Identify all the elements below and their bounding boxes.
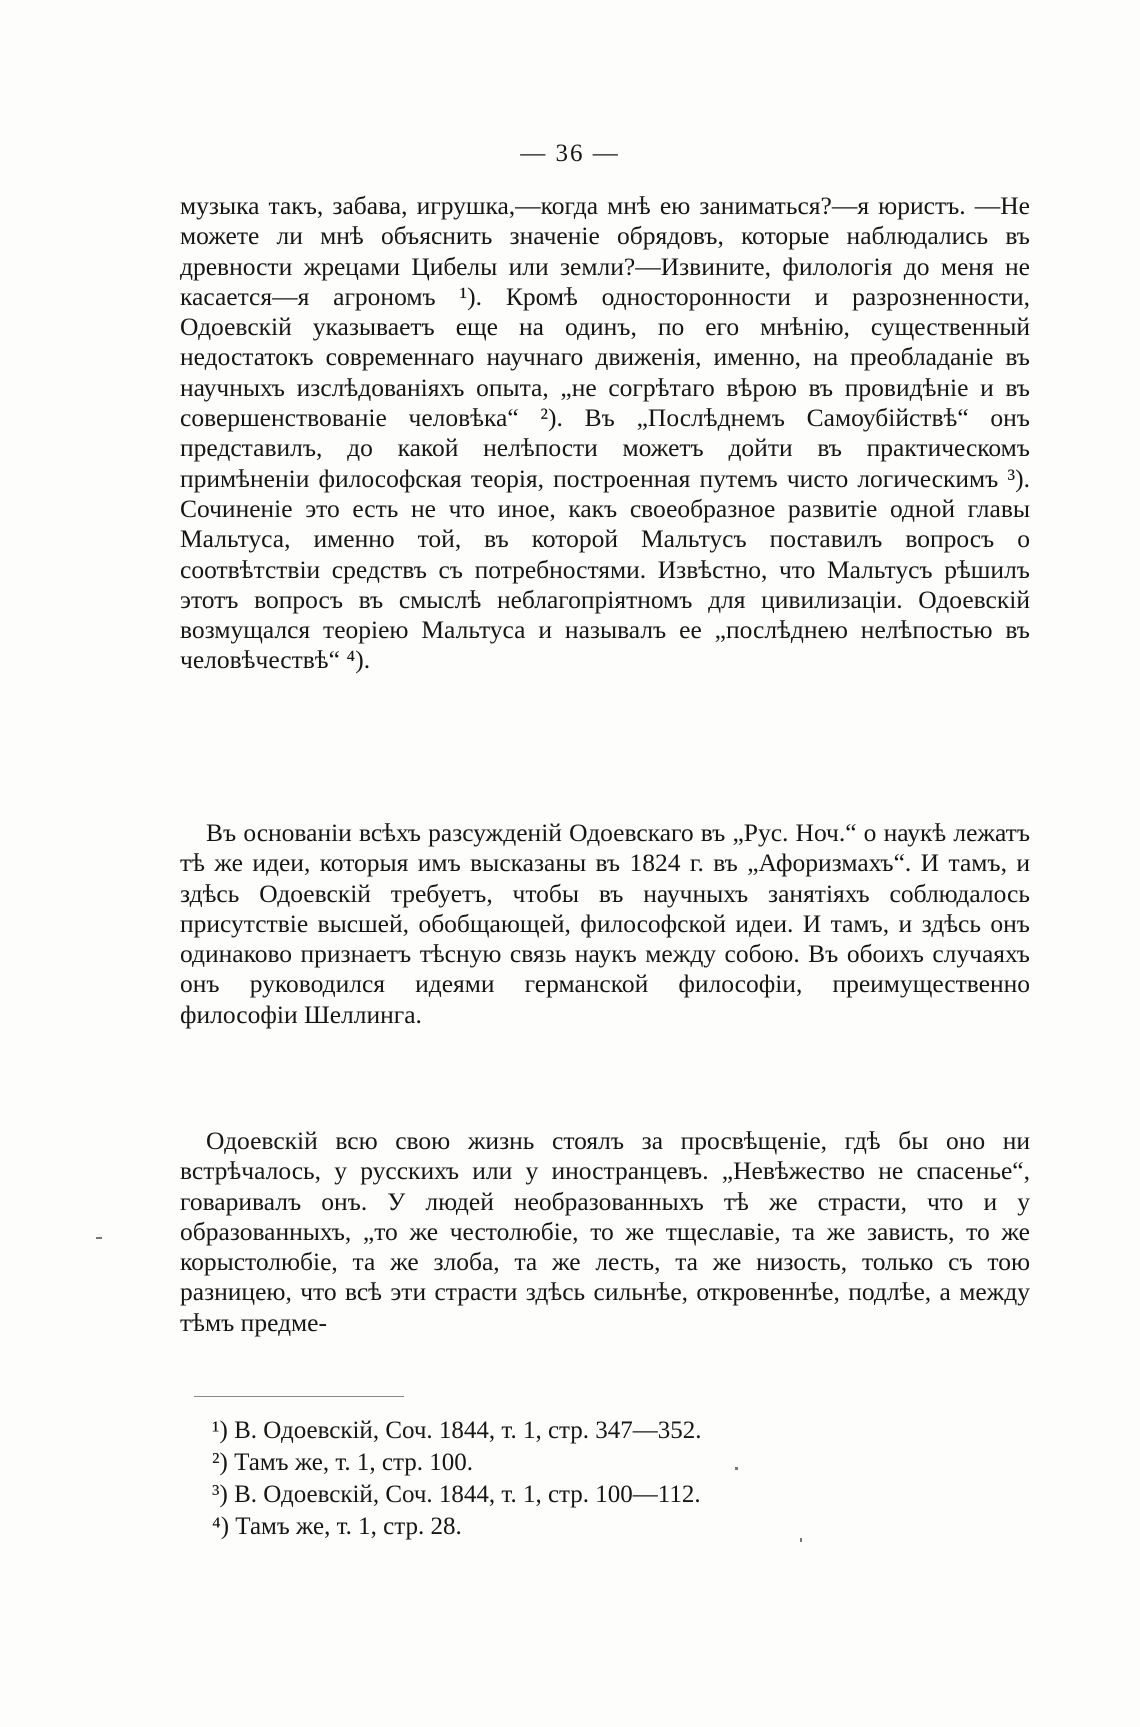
footnote-divider [194, 1396, 404, 1397]
paragraph-2: Въ основаніи всѣхъ разсужденій Одоевскаго въ „Рус. Ноч.“ о наукѣ лежатъ тѣ же идеи, которыя имъ высказаны въ 1824 г. въ „Афоризмахъ“. И тамъ, и здѣсь Одоевскій требуетъ, чтобы въ научныхъ занятіяхъ соблюдалось присутствіе высшей, обобщающей, философской идеи. И тамъ, и здѣсь онъ одинаково признаетъ тѣсную связь наукъ между собою. Въ обоихъ случаяхъ онъ руководился идеями германской философіи, преимущественно философіи Шеллинга. [180, 818, 1030, 1029]
scan-speck [735, 1467, 738, 1470]
paragraph-3: Одоевскій всю свою жизнь стоялъ за просвѣщеніе, гдѣ бы оно ни встрѣчалось, у русскихъ или у иностранцевъ. „Невѣжество не спасенье“, говаривалъ онъ. У людей необразованныхъ тѣ же страсти, что и у образованныхъ, „то же честолюбіе, то же тщеславіе, та же зависть, то же корыстолюбіе, та же злоба, та же лесть, та же низость, только съ тою разницею, что всѣ эти страсти здѣсь сильнѣе, откровеннѣе, подлѣе, а между тѣмъ предме- [180, 1126, 1030, 1337]
footnote-3: ³) В. Одоевскій, Соч. 1844, т. 1, стр. 100—112. [212, 1481, 701, 1508]
footnotes-list [212, 1415, 912, 1543]
scan-speck [96, 1237, 102, 1239]
footnote-1: ¹) В. Одоевскій, Соч. 1844, т. 1, стр. 347—352. [212, 1417, 702, 1444]
footnote-2: ²) Тамъ же, т. 1, стр. 100. [212, 1449, 473, 1476]
paragraph-1: музыка такъ, забава, игрушка,—когда мнѣ ею заниматься?—я юристъ. —Не можете ли мнѣ объяснить значеніе обрядовъ, которые наблюдались въ древности жрецами Цибелы или земли?—Извините, филологія до меня не касается—я агрономъ ¹). Кромѣ односторонности и разрозненности, Одоевскій указываетъ еще на одинъ, по его мнѣнію, существенный недостатокъ современнаго научнаго движенія, именно, на преобладаніе въ научныхъ изслѣдованіяхъ опыта, „не согрѣтаго вѣрою въ провидѣніе и въ совершенствованіе человѣка“ ²). Въ „Послѣднемъ Самоубійствѣ“ онъ представилъ, до какой нелѣпости можетъ дойти въ практическомъ примѣненіи философская теорія, построенная путемъ чисто логическимъ ³). Сочиненіе это есть не что иное, какъ своеобразное развитіе одной главы Мальтуса, именно той, въ которой Мальтусъ поставилъ вопросъ о соотвѣтствіи средствъ съ потребностями. Извѣстно, что Мальтусъ рѣшилъ этотъ вопросъ въ смыслѣ неблагопріятномъ для цивилизаціи. Одоевскій возмущался теоріею Мальтуса и называлъ ее „послѣднею нелѣпостью въ человѣчествѣ“ ⁴). [180, 191, 1030, 675]
scan-speck [800, 1538, 802, 1542]
footnote-4: ⁴) Тамъ же, т. 1, стр. 28. [212, 1513, 462, 1540]
page-number: — 36 — [520, 140, 620, 167]
